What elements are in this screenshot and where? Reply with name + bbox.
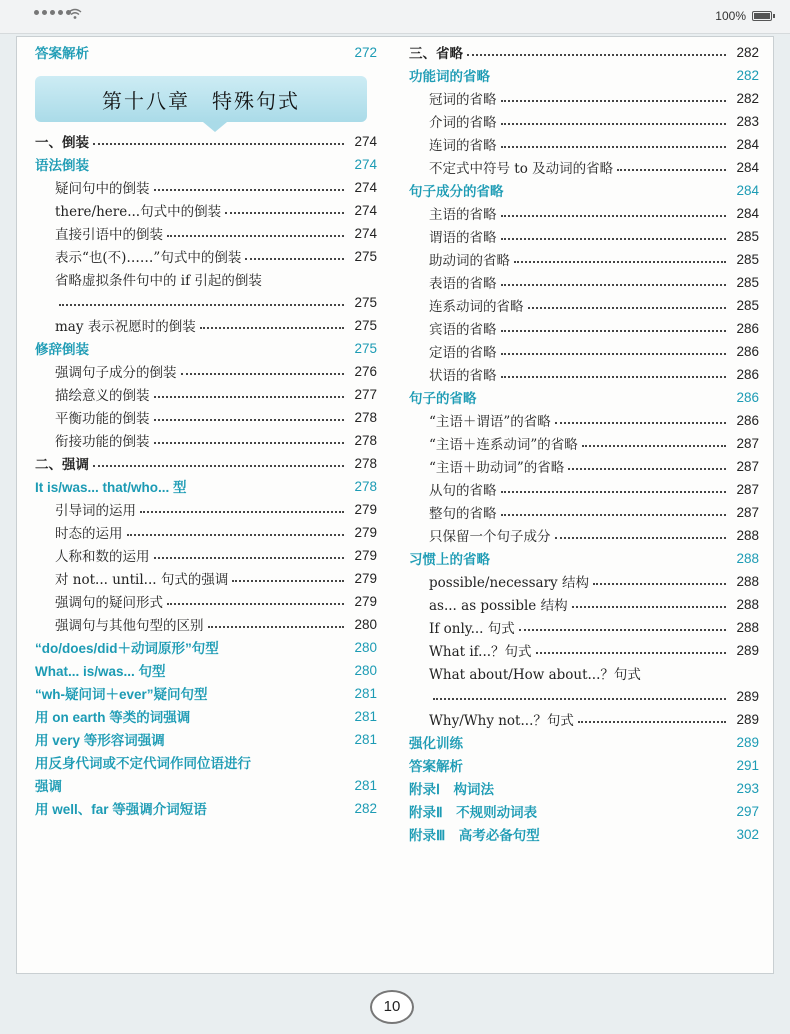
toc-entry-page: 287 xyxy=(736,504,759,520)
toc-entry-page: 280 xyxy=(354,616,377,632)
toc-entry[interactable] xyxy=(409,225,759,247)
toc-entry[interactable] xyxy=(409,501,759,523)
toc-entry-page: 274 xyxy=(354,133,377,149)
toc-entry-title: possible/necessary 结构 xyxy=(429,575,589,591)
toc-entry-page: 277 xyxy=(354,386,377,402)
toc-entry-title: 强调句与其他句型的区别 xyxy=(55,618,204,634)
toc-entry-title: 强化训练 xyxy=(409,736,463,751)
toc-entry-page: 274 xyxy=(354,225,377,241)
toc-entry[interactable] xyxy=(409,432,759,454)
toc-entry-title: 用 on earth 等类的词强调 xyxy=(35,710,191,725)
toc-entry-title: may 表示祝愿时的倒装 xyxy=(55,319,196,335)
toc-entry[interactable] xyxy=(35,406,377,428)
toc-entry[interactable] xyxy=(409,156,759,178)
toc-entry-title: It is/was... that/who... 型 xyxy=(35,480,187,495)
dot-leader xyxy=(181,373,345,375)
toc-entry[interactable] xyxy=(409,133,759,155)
toc-entry-answers[interactable]: 答案解析 272 xyxy=(35,44,377,61)
toc-entry[interactable] xyxy=(35,751,377,773)
toc-entry-title: 句子成分的省略 xyxy=(409,184,504,199)
toc-entry[interactable] xyxy=(409,547,759,569)
toc-entry-title: 句子的省略 xyxy=(409,391,477,406)
toc-entry-page: 282 xyxy=(736,67,759,83)
toc-entry-title: 用 very 等形容词强调 xyxy=(35,733,165,748)
toc-entry[interactable] xyxy=(35,314,377,336)
toc-entry-page: 275 xyxy=(354,248,377,264)
toc-entry-title: 对 not... until... 句式的强调 xyxy=(55,572,229,588)
toc-entry-page: 286 xyxy=(736,320,759,336)
toc-entry-page: 289 xyxy=(736,688,759,704)
toc-entry-title: 附录Ⅱ 不规则动词表 xyxy=(409,805,538,820)
toc-entry[interactable] xyxy=(35,544,377,566)
toc-entry[interactable] xyxy=(409,478,759,500)
dot-leader xyxy=(59,304,344,306)
toc-entry-page: 282 xyxy=(736,90,759,106)
toc-entry-page: 293 xyxy=(736,780,759,796)
toc-entry[interactable] xyxy=(409,800,759,822)
toc-entry-page: 274 xyxy=(354,179,377,195)
toc-entry-title: 不定式中符号 to 及动词的省略 xyxy=(429,161,614,177)
dot-leader xyxy=(593,583,727,585)
toc-entry-page: 289 xyxy=(736,734,759,750)
toc-entry[interactable] xyxy=(35,383,377,405)
toc-entry-page: 302 xyxy=(736,826,759,842)
toc-entry-title: 附录Ⅲ 高考必备句型 xyxy=(409,828,540,843)
toc-entry-page: 289 xyxy=(736,711,759,727)
dot-leader xyxy=(501,146,727,148)
dot-leader xyxy=(501,353,727,355)
toc-entry-title: 表语的省略 xyxy=(429,276,497,292)
dot-leader xyxy=(93,143,344,145)
toc-entry[interactable] xyxy=(409,685,759,707)
dot-leader xyxy=(245,258,344,260)
dot-leader xyxy=(555,537,727,539)
toc-entry-page: 284 xyxy=(736,159,759,175)
toc-entry-page: 279 xyxy=(354,593,377,609)
toc-entry[interactable] xyxy=(409,593,759,615)
dot-leader xyxy=(433,698,726,700)
toc-entry-title: 答案解析 xyxy=(409,759,463,774)
toc-entry-title: 修辞倒装 xyxy=(35,342,89,357)
toc-entry-page: 282 xyxy=(354,800,377,816)
dot-leader xyxy=(501,123,727,125)
toc-entry-title: 强调句子成分的倒装 xyxy=(55,365,177,381)
dot-leader xyxy=(501,330,727,332)
toc-entry-title: “wh-疑问词＋ever”疑问句型 xyxy=(35,687,208,702)
toc-entry-title: 连词的省略 xyxy=(429,138,497,154)
toc-entry[interactable] xyxy=(409,524,759,546)
toc-entry-title: 从句的省略 xyxy=(429,483,497,499)
toc-entry-page: 281 xyxy=(354,731,377,747)
dot-leader xyxy=(572,606,727,608)
dot-leader xyxy=(501,514,727,516)
toc-entry[interactable] xyxy=(35,498,377,520)
toc-entry-title: 平衡功能的倒装 xyxy=(55,411,150,427)
toc-entry-title: 强调 xyxy=(35,779,62,794)
toc-entry-page: 283 xyxy=(736,113,759,129)
dot-leader xyxy=(501,376,727,378)
toc-entry-page: 278 xyxy=(354,409,377,425)
toc-entry-title: 三、省略 xyxy=(409,46,463,62)
toc-entry-page: 280 xyxy=(354,662,377,678)
toc-entry[interactable] xyxy=(409,317,759,339)
dot-leader xyxy=(578,721,727,723)
toc-entry-page: 274 xyxy=(354,202,377,218)
toc-entry[interactable] xyxy=(409,248,759,270)
toc-entry[interactable] xyxy=(35,590,377,612)
toc-entry-title: 连系动词的省略 xyxy=(429,299,524,315)
toc-entry-title: 定语的省略 xyxy=(429,345,497,361)
toc-entry-title: 状语的省略 xyxy=(429,368,497,384)
toc-entry-page: 281 xyxy=(354,777,377,793)
toc-entry[interactable] xyxy=(409,363,759,385)
dot-leader xyxy=(154,442,345,444)
toc-entry[interactable] xyxy=(409,662,759,684)
toc-entry-title: 谓语的省略 xyxy=(429,230,497,246)
toc-entry-page: 278 xyxy=(354,478,377,494)
toc-entry[interactable] xyxy=(35,774,377,796)
chapter-banner xyxy=(35,76,367,122)
toc-entry-page: 288 xyxy=(736,573,759,589)
toc-entry-title: “do/does/did＋动词原形”句型 xyxy=(35,641,219,656)
toc-entry[interactable] xyxy=(35,153,377,175)
dot-leader xyxy=(167,603,344,605)
toc-entry[interactable] xyxy=(35,222,377,244)
toc-entry-page: 286 xyxy=(736,412,759,428)
dot-leader xyxy=(154,419,345,421)
toc-entry-title: 描绘意义的倒装 xyxy=(55,388,150,404)
toc-entry[interactable] xyxy=(35,475,377,497)
toc-entry-title: as... as possible 结构 xyxy=(429,598,568,614)
dot-leader xyxy=(568,468,726,470)
toc-entry-title: 衔接功能的倒装 xyxy=(55,434,150,450)
toc-entry-title: 引导词的运用 xyxy=(55,503,136,519)
toc-entry-page: 275 xyxy=(354,317,377,333)
toc-entry-title: 用反身代词或不定代词作同位语进行 xyxy=(35,756,251,771)
toc-entry-title: 助动词的省略 xyxy=(429,253,510,269)
dot-leader xyxy=(536,652,727,654)
toc-entry-page: 275 xyxy=(354,294,377,310)
dot-leader xyxy=(555,422,727,424)
dot-leader xyxy=(154,557,345,559)
toc-entry-page: 279 xyxy=(354,570,377,586)
toc-entry-title: 整句的省略 xyxy=(429,506,497,522)
toc-entry-page: 287 xyxy=(736,458,759,474)
toc-entry-page: 285 xyxy=(736,274,759,290)
dot-leader xyxy=(140,511,344,513)
chapter-title: 第十八章 特殊句式 xyxy=(102,89,300,113)
toc-entry-page: 286 xyxy=(736,343,759,359)
toc-entry[interactable] xyxy=(409,455,759,477)
toc-entry[interactable] xyxy=(35,705,377,727)
toc-entry[interactable] xyxy=(35,360,377,382)
toc-entry[interactable] xyxy=(409,708,759,730)
toc-entry-title: there/here...句式中的倒装 xyxy=(55,204,222,220)
toc-entry-title: 二、强调 xyxy=(35,457,89,473)
toc-entry-title: If only... 句式 xyxy=(429,621,515,637)
toc-entry[interactable] xyxy=(35,521,377,543)
toc-entry[interactable] xyxy=(35,728,377,750)
toc-entry-title: 疑问句中的倒装 xyxy=(55,181,150,197)
dot-leader xyxy=(528,307,727,309)
toc-entry-title: 附录Ⅰ 构词法 xyxy=(409,782,494,797)
toc-entry-page: 285 xyxy=(736,297,759,313)
dot-leader xyxy=(501,491,727,493)
page-number: 10 xyxy=(370,990,414,1024)
toc-entry-title: 直接引语中的倒装 xyxy=(55,227,163,243)
dot-leader xyxy=(208,626,345,628)
dot-leader xyxy=(154,396,345,398)
toc-entry-title: What... is/was... 句型 xyxy=(35,664,166,679)
toc-entry-title: 表示“也(不)……”句式中的倒装 xyxy=(55,250,242,266)
toc-entry-page: 289 xyxy=(736,642,759,658)
toc-entry-page: 291 xyxy=(736,757,759,773)
dot-leader xyxy=(501,238,727,240)
toc-entry-title: 时态的运用 xyxy=(55,526,123,542)
status-bar xyxy=(0,0,790,34)
toc-entry[interactable] xyxy=(409,271,759,293)
toc-entry-page: 297 xyxy=(736,803,759,819)
dot-leader xyxy=(127,534,345,536)
toc-entry-page: 276 xyxy=(354,363,377,379)
toc-entry-page: 288 xyxy=(736,527,759,543)
toc-entry[interactable] xyxy=(409,294,759,316)
toc-entry-title: 人称和数的运用 xyxy=(55,549,150,565)
toc-entry-title: “主语＋连系动词”的省略 xyxy=(429,437,578,453)
toc-entry[interactable] xyxy=(35,613,377,635)
toc-entry-title: 宾语的省略 xyxy=(429,322,497,338)
toc-entry-page: 279 xyxy=(354,524,377,540)
toc-entry-page: 286 xyxy=(736,389,759,405)
toc-entry[interactable] xyxy=(409,823,759,845)
battery-icon xyxy=(752,11,772,21)
toc-entry[interactable] xyxy=(35,429,377,451)
toc-entry[interactable] xyxy=(409,41,759,63)
toc-entry-title: Why/Why not...？句式 xyxy=(429,713,574,729)
toc-entry-page: 279 xyxy=(354,501,377,517)
toc-entry-title: 用 well、far 等强调介词短语 xyxy=(35,802,207,817)
toc-entry-page: 284 xyxy=(736,205,759,221)
toc-entry[interactable] xyxy=(409,64,759,86)
toc-entry[interactable] xyxy=(409,754,759,776)
toc-entry-title: 介词的省略 xyxy=(429,115,497,131)
toc-entry[interactable] xyxy=(35,797,377,819)
toc-entry-page: 281 xyxy=(354,685,377,701)
dot-leader xyxy=(501,215,727,217)
dot-leader xyxy=(501,284,727,286)
battery-level: 100% xyxy=(715,9,746,23)
dot-leader xyxy=(467,54,726,56)
toc-entry[interactable] xyxy=(35,291,377,313)
toc-entry-page: 278 xyxy=(354,432,377,448)
dot-leader xyxy=(154,189,345,191)
toc-entry[interactable] xyxy=(35,130,377,152)
toc-entry[interactable] xyxy=(35,268,377,290)
toc-entry-page: 278 xyxy=(354,455,377,471)
toc-entry-title: What about/How about...？句式 xyxy=(429,667,641,683)
toc-entry-title: 强调句的疑问形式 xyxy=(55,595,163,611)
page-sheet xyxy=(16,36,774,974)
dot-leader xyxy=(582,445,727,447)
dot-leader xyxy=(232,580,344,582)
toc-entry-title: “主语＋助动词”的省略 xyxy=(429,460,565,476)
toc-entry-page: 286 xyxy=(736,366,759,382)
toc-entry[interactable] xyxy=(35,199,377,221)
toc-entry[interactable] xyxy=(409,570,759,592)
toc-entry-title: 省略虚拟条件句中的 if 引起的倒装 xyxy=(55,273,262,289)
toc-entry[interactable] xyxy=(409,616,759,638)
toc-entry-title: 语法倒装 xyxy=(35,158,89,173)
toc-entry[interactable] xyxy=(35,176,377,198)
toc-entry-title: “主语＋谓语”的省略 xyxy=(429,414,551,430)
toc-entry[interactable] xyxy=(409,340,759,362)
toc-entry[interactable] xyxy=(409,87,759,109)
toc-entry[interactable] xyxy=(35,452,377,474)
dot-leader xyxy=(519,629,727,631)
dot-leader xyxy=(200,327,345,329)
toc-entry[interactable] xyxy=(35,659,377,681)
dot-leader xyxy=(501,100,727,102)
toc-entry[interactable] xyxy=(409,409,759,431)
toc-entry[interactable] xyxy=(35,337,377,359)
dot-leader xyxy=(167,235,344,237)
toc-entry-page: 285 xyxy=(736,228,759,244)
toc-entry[interactable] xyxy=(409,731,759,753)
dot-leader xyxy=(617,169,726,171)
toc-entry-title: 只保留一个句子成分 xyxy=(429,529,551,545)
toc-entry-title: 功能词的省略 xyxy=(409,69,490,84)
toc-entry-title: What if...？句式 xyxy=(429,644,532,660)
toc-entry-page: 288 xyxy=(736,596,759,612)
toc-entry-page: 274 xyxy=(354,156,377,172)
dot-leader xyxy=(225,212,344,214)
dot-leader xyxy=(93,465,344,467)
toc-entry-page: 281 xyxy=(354,708,377,724)
toc-entry-page: 280 xyxy=(354,639,377,655)
toc-entry[interactable] xyxy=(35,567,377,589)
toc-entry[interactable] xyxy=(409,202,759,224)
toc-entry-page: 285 xyxy=(736,251,759,267)
toc-entry[interactable] xyxy=(35,245,377,267)
signal-icon xyxy=(34,10,71,15)
toc-entry-page: 275 xyxy=(354,340,377,356)
toc-entry-page: 287 xyxy=(736,481,759,497)
toc-entry[interactable] xyxy=(409,110,759,132)
toc-entry-title: 冠词的省略 xyxy=(429,92,497,108)
toc-entry[interactable] xyxy=(409,777,759,799)
toc-entry-page: 282 xyxy=(736,44,759,60)
toc-entry-page: 288 xyxy=(736,619,759,635)
toc-entry-title: 一、倒装 xyxy=(35,135,89,151)
toc-entry[interactable] xyxy=(409,639,759,661)
toc-entry-page: 284 xyxy=(736,182,759,198)
toc-entry-page: 288 xyxy=(736,550,759,566)
toc-entry[interactable] xyxy=(409,386,759,408)
dot-leader xyxy=(514,261,726,263)
toc-entry[interactable] xyxy=(35,636,377,658)
toc-entry-title: 主语的省略 xyxy=(429,207,497,223)
toc-entry-page: 279 xyxy=(354,547,377,563)
wifi-icon xyxy=(68,7,82,21)
toc-entry-title: 习惯上的省略 xyxy=(409,552,490,567)
toc-entry[interactable] xyxy=(35,682,377,704)
toc-entry-page: 287 xyxy=(736,435,759,451)
toc-entry-page: 284 xyxy=(736,136,759,152)
toc-entry[interactable] xyxy=(409,179,759,201)
